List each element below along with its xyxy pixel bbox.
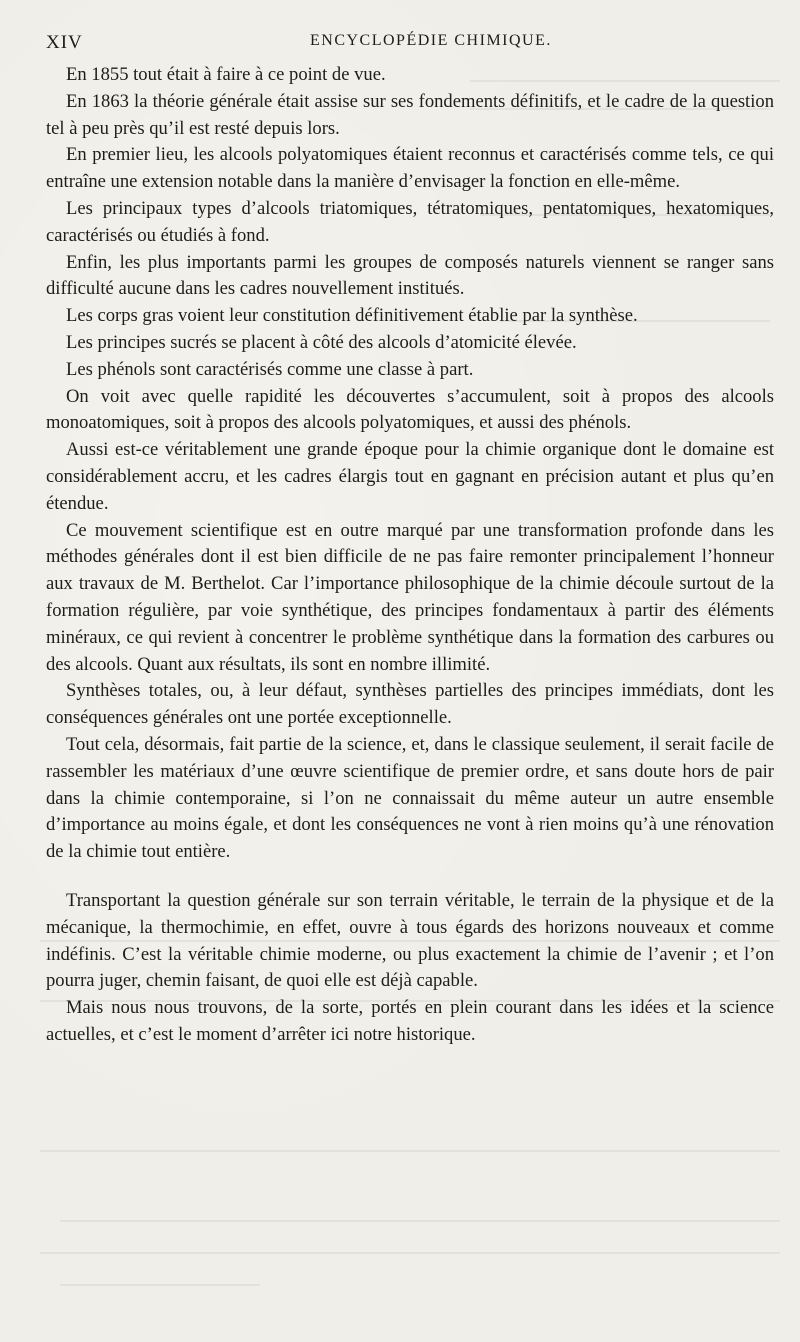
paragraph: Ce mouvement scientifique est en outre marqué par une transformation profonde dans les méthodes générales dont il est bien difficile de ne pas faire remonter principalement l’honneur aux travaux de M. Berthelot. Car l’importance philosophique de la chimie découle surtout de la formation régulière, par voie synthétique, des principes fondamentaux à partir des éléments minéraux, ce qui revient à concentrer le problème synthétique dans la formation des carbures ou des alcools. Quant aux résultats, ils sont en nombre illimité. [46, 519, 774, 675]
paragraph: Synthèses totales, ou, à leur défaut, synthèses partielles des principes immédiats, dont les conséquences générales ont une portée exceptionnelle. [46, 680, 774, 729]
running-title: ENCYCLOPÉDIE CHIMIQUE. [310, 32, 552, 49]
paragraph: En 1863 la théorie générale était assise sur ses fondements définitifs, et le cadre de la question tel à peu près qu’il est resté depuis lors. [46, 90, 774, 139]
paragraph: Les principaux types d’alcools triatomiques, tétratomiques, pentatomiques, hexatomiques, caractérisés ou étudiés à fond. [46, 197, 774, 246]
body-text [46, 62, 774, 1049]
paragraph: On voit avec quelle rapidité les découvertes s’accumulent, soit à propos des alcools monoatomiques, soit à propos des alcools polyatomiques, et aussi des phénols. [46, 385, 774, 434]
paragraph: Mais nous nous trouvons, de la sorte, portés en plein courant dans les idées et la science actuelles, et c’est le moment d’arrêter ici notre historique. [46, 997, 774, 1045]
paragraph: Transportant la question générale sur son terrain véritable, le terrain de la physique et de la mécanique, la thermochimie, en effet, ouvre à tous égards des horizons nouveaux et comme indéfinis. C’est la véritable chimie moderne, ou plus exactement la chimie de l’avenir ; et l’on pourra juger, chemin faisant, de quoi elle est déjà capable. [46, 889, 774, 992]
paragraph: Enfin, les plus importants parmi les groupes de composés naturels viennent se ranger sans difficulté aucune dans les cadres nouvellement institués. [46, 251, 774, 300]
paragraph: Les principes sucrés se placent à côté des alcools d’atomicité élevée. [66, 331, 577, 353]
page-number: XIV [46, 32, 83, 53]
paragraph: En premier lieu, les alcools polyatomiques étaient reconnus et caractérisés comme tels, ce qui entraîne une extension notable dans la manière d’envisager la fonction en elle-même. [46, 144, 774, 193]
paragraph: Les phénols sont caractérisés comme une classe à part. [66, 358, 474, 380]
paragraph: En 1855 tout était à faire à ce point de vue. [66, 64, 386, 85]
paragraph: Aussi est-ce véritablement une grande époque pour la chimie organique dont le domaine est considérablement accru, et les cadres élargis tout en gagnant en précision autant et plus qu’en étendue. [46, 439, 774, 514]
page-header [46, 28, 770, 58]
paragraph: Tout cela, désormais, fait partie de la science, et, dans le classique seulement, il serait facile de rassembler les matériaux d’une œuvre scientifique de premier ordre, et sans doute hors de pair dans la chimie contemporaine, si l’on ne connaissait du même auteur un autre ensemble d’importance au moins égale, et dont les conséquences ne vont à rien moins qu’à une rénovation de la chimie tout entière. [46, 733, 774, 863]
paragraph: Les corps gras voient leur constitution définitivement établie par la synthèse. [66, 305, 638, 327]
